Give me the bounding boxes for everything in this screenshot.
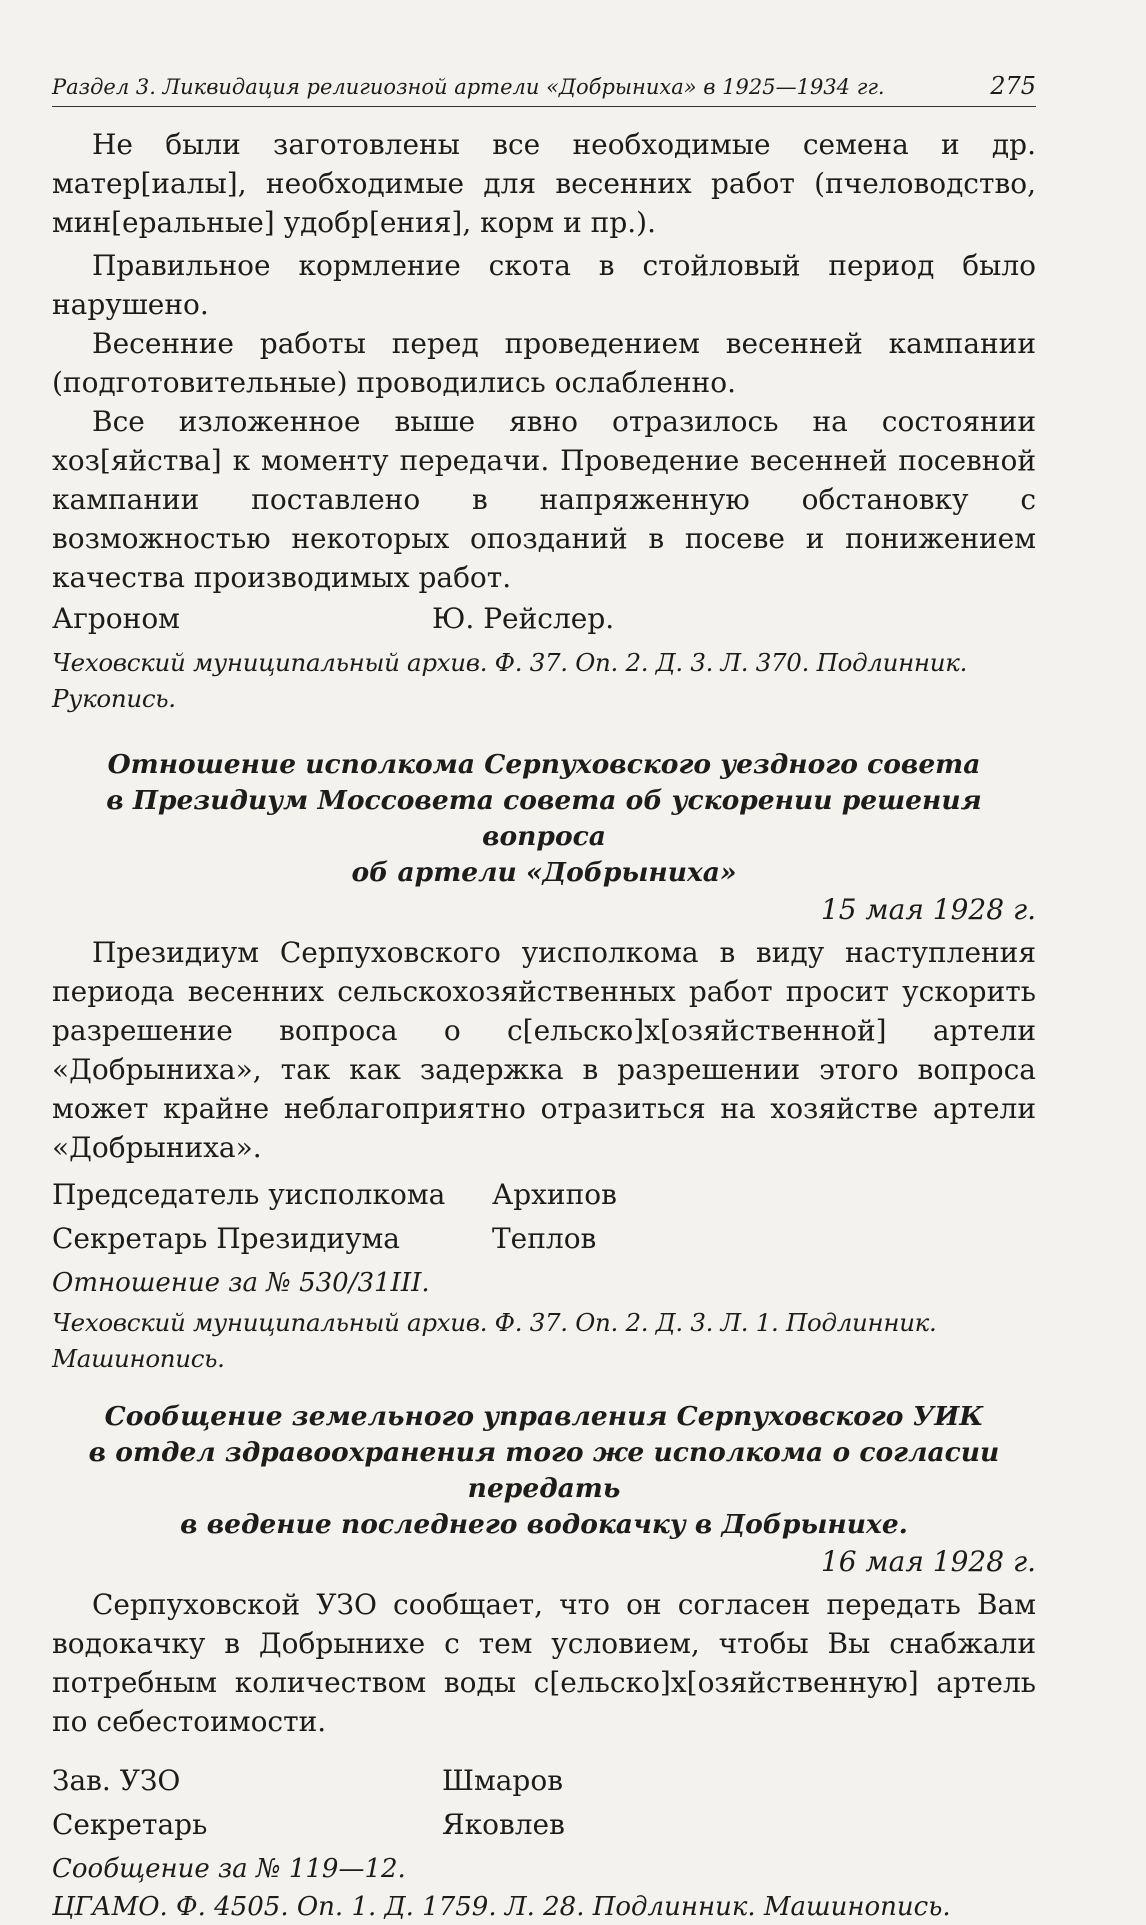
signature-role: Секретарь Президиума: [52, 1222, 400, 1255]
signature-role: Агроном: [52, 602, 180, 635]
paragraph: Все изложенное выше явно отразилось на состоянии хоз[яйства] к моменту передачи. Проведение весенней посевной кампании поставлено в напряженную обстановку с возможностью некоторых опозданий в посеве и понижением качества производимых работ.: [52, 405, 1036, 594]
archive-source: Чеховский муниципальный архив. Ф. 37. Оп. 2. Д. 3. Л. 370. Подлинник. Рукопись.: [52, 648, 968, 713]
document-reference: Сообщение за № 119—12.: [52, 1854, 406, 1884]
paragraph: Правильное кормление скота в стойловый период было нарушено.: [52, 249, 1036, 321]
signature-chairman: [52, 1173, 1036, 1217]
signature-name: Теплов: [492, 1222, 597, 1255]
signature-name: Шмаров: [442, 1764, 563, 1797]
signature-agronomist: [52, 597, 1036, 641]
signature-role: Председатель уисполкома: [52, 1178, 446, 1211]
paragraph: Не были заготовлены все необходимые семена и др. матер[иалы], необходимые для весенних работ (пчеловодство, мин[еральные] удобр[ения], корм и пр.).: [52, 128, 1036, 239]
signature-role: Зав. УЗО: [52, 1764, 181, 1797]
signature-role: Секретарь: [52, 1808, 208, 1841]
document-date: 16 мая 1928 г.: [820, 1545, 1036, 1578]
document-date: 15 мая 1928 г.: [820, 893, 1036, 926]
title-line: об артели «Добрыниха»: [351, 857, 737, 888]
paragraph: Президиум Серпуховского уисполкома в виду наступления периода весенних сельскохозяйственных работ просит ускорить разрешение вопроса о с[ельско]х[озяйственной] артели «Добрыниха», так как задержка в разрешении этого вопроса может крайне неблагоприятно отразиться на хозяйстве артели «Добрыниха».: [52, 936, 1036, 1164]
document-2: [52, 747, 1036, 1377]
paragraph: Серпуховской УЗО сообщает, что он согласен передать Вам водокачку в Добрынихе с тем условием, чтобы Вы снабжали потребным количеством воды с[ельско]х[озяйственную] артель по себестоимости.: [52, 1588, 1036, 1738]
title-line: в ведение последнего водокачку в Добрынихе.: [180, 1509, 908, 1540]
archive-source: ЦГАМО. Ф. 4505. Оп. 1. Д. 1759. Л. 28. Подлинник. Машинопись.: [52, 1892, 951, 1922]
document-title: [52, 1399, 1036, 1543]
document-reference: Отношение за № 530/31III.: [52, 1268, 430, 1298]
signature-secretary: [52, 1803, 1036, 1847]
signature-head: [52, 1759, 1036, 1803]
title-line: Отношение исполкома Серпуховского уездного совета: [107, 749, 981, 780]
signature-secretary: [52, 1217, 1036, 1261]
signature-name: Архипов: [492, 1178, 617, 1211]
section-title: Раздел 3. Ликвидация религиозной артели «Добрыниха» в 1925—1934 гг.: [52, 75, 885, 99]
archive-source: Чеховский муниципальный архив. Ф. 37. Оп. 2. Д. 3. Л. 1. Подлинник. Машинопись.: [52, 1308, 937, 1373]
title-line: в Президиум Моссовета совета об ускорении решения вопроса: [106, 785, 982, 852]
signature-name: Яковлев: [442, 1808, 565, 1841]
paragraph: Весенние работы перед проведением весенней кампании (подготовительные) проводились ослабленно.: [52, 327, 1036, 399]
title-line: в отдел здравоохранения того же исполкома о согласии передать: [88, 1437, 1000, 1504]
document-1: [52, 125, 1036, 717]
title-line: Сообщение земельного управления Серпуховского УИК: [104, 1401, 984, 1432]
page-number: 275: [990, 72, 1036, 100]
running-header: [52, 72, 1036, 107]
document-3: [52, 1399, 1036, 1925]
signature-name: Ю. Рейслер.: [432, 602, 615, 635]
document-title: [52, 747, 1036, 891]
